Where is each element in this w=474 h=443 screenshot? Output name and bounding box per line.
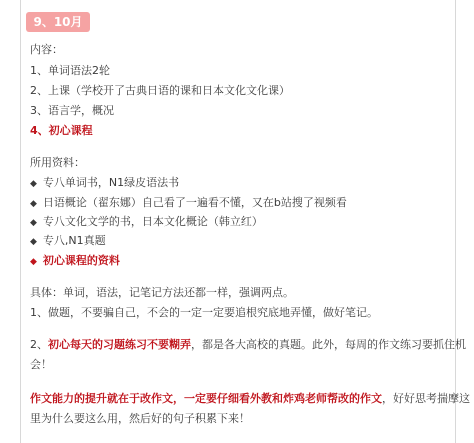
content-item-3: 3、语言学，概况 (30, 104, 114, 117)
specifics-point-2-cont: 会！ (30, 358, 52, 371)
specifics-line-1: 具体：单词，语法，记笔记方法还都一样，强调两点。 (30, 286, 294, 299)
content-item-4: 4、初心课程 (30, 124, 93, 137)
closing-highlight: 作文能力的提升就在于改作文，一定要仔细看外教和炸鸡老师帮改的作文 (30, 392, 382, 405)
content-item-2: 2、上课（学校开了古典日语的课和日本文化文化课） (30, 84, 290, 97)
material-item-3 (30, 215, 263, 230)
material-item-text: 专八单词书，N1绿皮语法书 (42, 176, 180, 189)
bullet-icon: ◆ (30, 218, 37, 228)
specifics-line-2: 1、做题，不要骗自己，不会的一定一定要追根究底地弄懂，做好笔记。 (30, 306, 378, 319)
material-item-text: 专八文化文学的书，日本文化概论（韩立红） (42, 215, 263, 228)
material-item-text: 专八,N1真题 (42, 234, 106, 247)
closing-line-1 (30, 392, 470, 406)
section-badge: 9、10月 (26, 12, 90, 32)
material-item-5 (30, 254, 120, 269)
content-heading: 内容： (30, 43, 63, 56)
point-2-highlight: 初心每天的习题练习不要糊弄 (48, 338, 191, 351)
point-2-rest: ，都是各大高校的真题。此外，每周的作文练习要抓住机 (191, 338, 466, 351)
material-item-1 (30, 176, 179, 191)
content-item-1: 1、单词语法2轮 (30, 64, 110, 77)
specifics-point-2 (30, 338, 466, 352)
bullet-icon: ◆ (30, 179, 37, 189)
material-item-4 (30, 234, 106, 249)
material-item-text: 初心课程的资料 (42, 254, 120, 267)
bullet-icon: ◆ (30, 237, 37, 247)
bullet-icon: ◆ (30, 257, 37, 267)
material-item-text: 日语概论（翟东娜）自己看了一遍看不懂，又在b站搜了视频看 (42, 196, 347, 209)
bullet-icon: ◆ (30, 199, 37, 209)
closing-line-2: 里为什么要这么用，然后好的句子积累下来！ (30, 412, 250, 425)
point-2-prefix: 2、 (30, 338, 48, 351)
material-item-2 (30, 196, 347, 211)
materials-heading: 所用资料： (30, 156, 85, 169)
closing-rest: ，好好思考揣摩这 (382, 392, 470, 405)
